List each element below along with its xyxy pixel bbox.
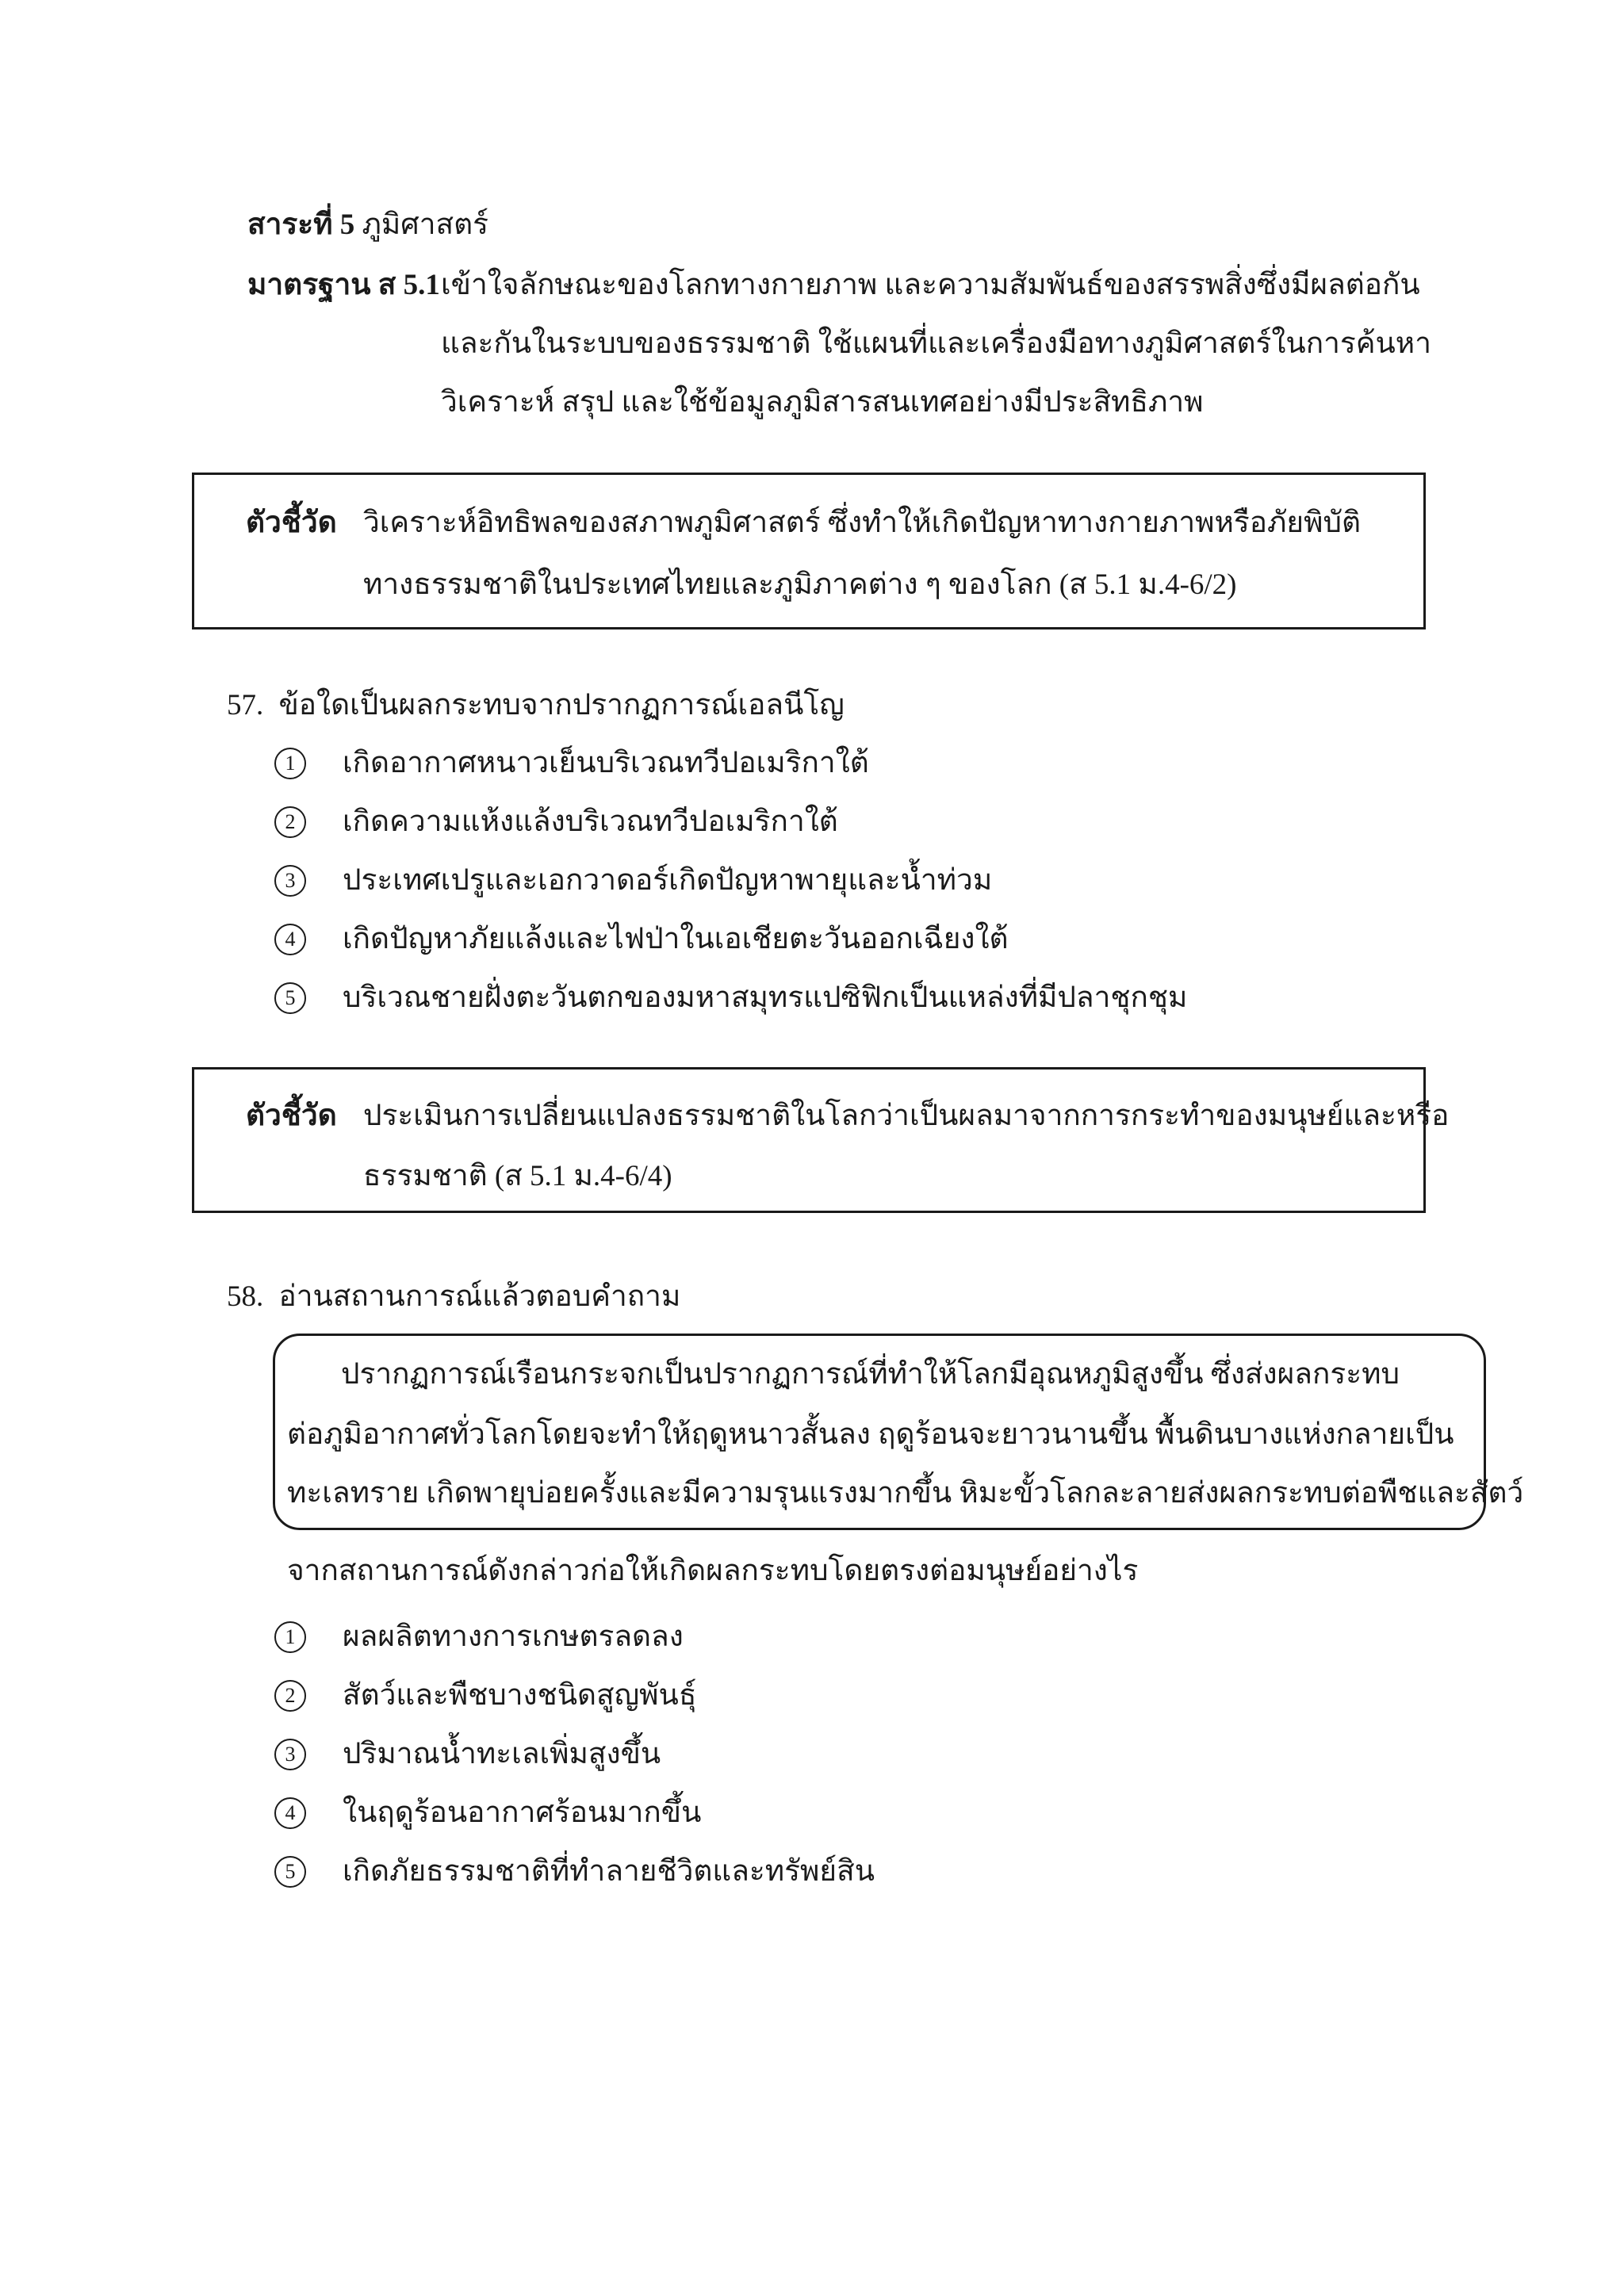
question-58-stem xyxy=(227,1280,680,1314)
indicator-1-label: ตัวชี้วัด xyxy=(246,507,337,539)
standard-line-3: วิเคราะห์ สรุป และใช้ข้อมูลภูมิสารสนเทศอย่างมีประสิทธิภาพ xyxy=(441,386,1204,419)
choice-text: ผลผลิตทางการเกษตรลดลง xyxy=(343,1621,684,1653)
choice-number-circle: 1 xyxy=(274,1621,306,1653)
choice-number-circle: 1 xyxy=(274,748,306,779)
choice-text: สัตว์และพืชบางชนิดสูญพันธุ์ xyxy=(343,1679,697,1712)
choice-number-circle: 2 xyxy=(274,806,306,838)
choice-text: เกิดอากาศหนาวเย็นบริเวณทวีปอเมริกาใต้ xyxy=(343,747,869,779)
strand-heading xyxy=(247,208,488,243)
strand-subject: ภูมิศาสตร์ xyxy=(362,209,489,241)
choice-number-circle: 4 xyxy=(274,924,306,955)
indicator-1-line-2: ทางธรรมชาติในประเทศไทยและภูมิภาคต่าง ๆ ของโลก (ส 5.1 ม.4-6/2) xyxy=(363,568,1237,601)
question-57-stem xyxy=(227,688,845,723)
choice-number-circle: 3 xyxy=(274,865,306,897)
choice-number-circle: 2 xyxy=(274,1680,306,1712)
choice-text: ในฤดูร้อนอากาศร้อนมากขึ้น xyxy=(343,1797,702,1829)
choice-text: เกิดภัยธรรมชาติที่ทำลายชีวิตและทรัพย์สิน xyxy=(343,1855,875,1888)
question-57-number: 57. xyxy=(227,689,264,721)
standard-label: มาตรฐาน ส 5.1 xyxy=(247,269,440,301)
indicator-1-line-1: วิเคราะห์อิทธิพลของสภาพภูมิศาสตร์ ซึ่งทำให้เกิดปัญหาทางกายภาพหรือภัยพิบัติ xyxy=(363,507,1361,539)
choice-text: ปริมาณน้ำทะเลเพิ่มสูงขึ้น xyxy=(343,1738,661,1770)
indicator-box-1 xyxy=(192,473,1426,629)
scenario-line-1: ปรากฏการณ์เรือนกระจกเป็นปรากฏการณ์ที่ทำให้โลกมีอุณหภูมิสูงขึ้น ซึ่งส่งผลกระทบ xyxy=(341,1358,1400,1391)
choice-text: เกิดปัญหาภัยแล้งและไฟป่าในเอเชียตะวันออกเฉียงใต้ xyxy=(343,923,1009,955)
indicator-2-line-1: ประเมินการเปลี่ยนแปลงธรรมชาติในโลกว่าเป็นผลมาจากการกระทำของมนุษย์และหรือ xyxy=(363,1100,1450,1132)
indicator-2-label: ตัวชี้วัด xyxy=(246,1100,337,1132)
standard-line-2: และกันในระบบของธรรมชาติ ใช้แผนที่และเครื่องมือทางภูมิศาสตร์ในการค้นหา xyxy=(441,327,1431,360)
choice-number-circle: 4 xyxy=(274,1797,306,1829)
choice-text: บริเวณชายฝั่งตะวันตกของมหาสมุทรแปซิฟิกเป็นแหล่งที่มีปลาชุกชุม xyxy=(343,982,1188,1014)
indicator-2-line-2: ธรรมชาติ (ส 5.1 ม.4-6/4) xyxy=(363,1160,672,1192)
choice-number-circle: 3 xyxy=(274,1739,306,1770)
scenario-line-2: ต่อภูมิอากาศทั่วโลกโดยจะทำให้ฤดูหนาวสั้นลง ฤดูร้อนจะยาวนานขึ้น พื้นดินบางแห่งกลายเป็น xyxy=(287,1418,1454,1451)
question-58-number: 58. xyxy=(227,1280,264,1313)
question-58-text: อ่านสถานการณ์แล้วตอบคำถาม xyxy=(278,1280,681,1313)
question-58-prompt: จากสถานการณ์ดังกล่าวก่อให้เกิดผลกระทบโดยตรงต่อมนุษย์อย่างไร xyxy=(287,1555,1139,1587)
strand-label: สาระที่ 5 xyxy=(247,209,355,241)
choice-text: ประเทศเปรูและเอกวาดอร์เกิดปัญหาพายุและน้ำท่วม xyxy=(343,864,993,897)
standard-line-1: เข้าใจลักษณะของโลกทางกายภาพ และความสัมพันธ์ของสรรพสิ่งซึ่งมีผลต่อกัน xyxy=(441,269,1420,301)
question-57-text: ข้อใดเป็นผลกระทบจากปรากฏการณ์เอลนีโญ xyxy=(278,689,845,721)
choice-number-circle: 5 xyxy=(274,982,306,1014)
choice-text: เกิดความแห้งแล้งบริเวณทวีปอเมริกาใต้ xyxy=(343,806,838,838)
scenario-line-3: ทะเลทราย เกิดพายุบ่อยครั้งและมีความรุนแรงมากขึ้น หิมะขั้วโลกละลายส่งผลกระทบต่อพืชและสัตว์ xyxy=(287,1477,1524,1510)
choice-number-circle: 5 xyxy=(274,1856,306,1888)
